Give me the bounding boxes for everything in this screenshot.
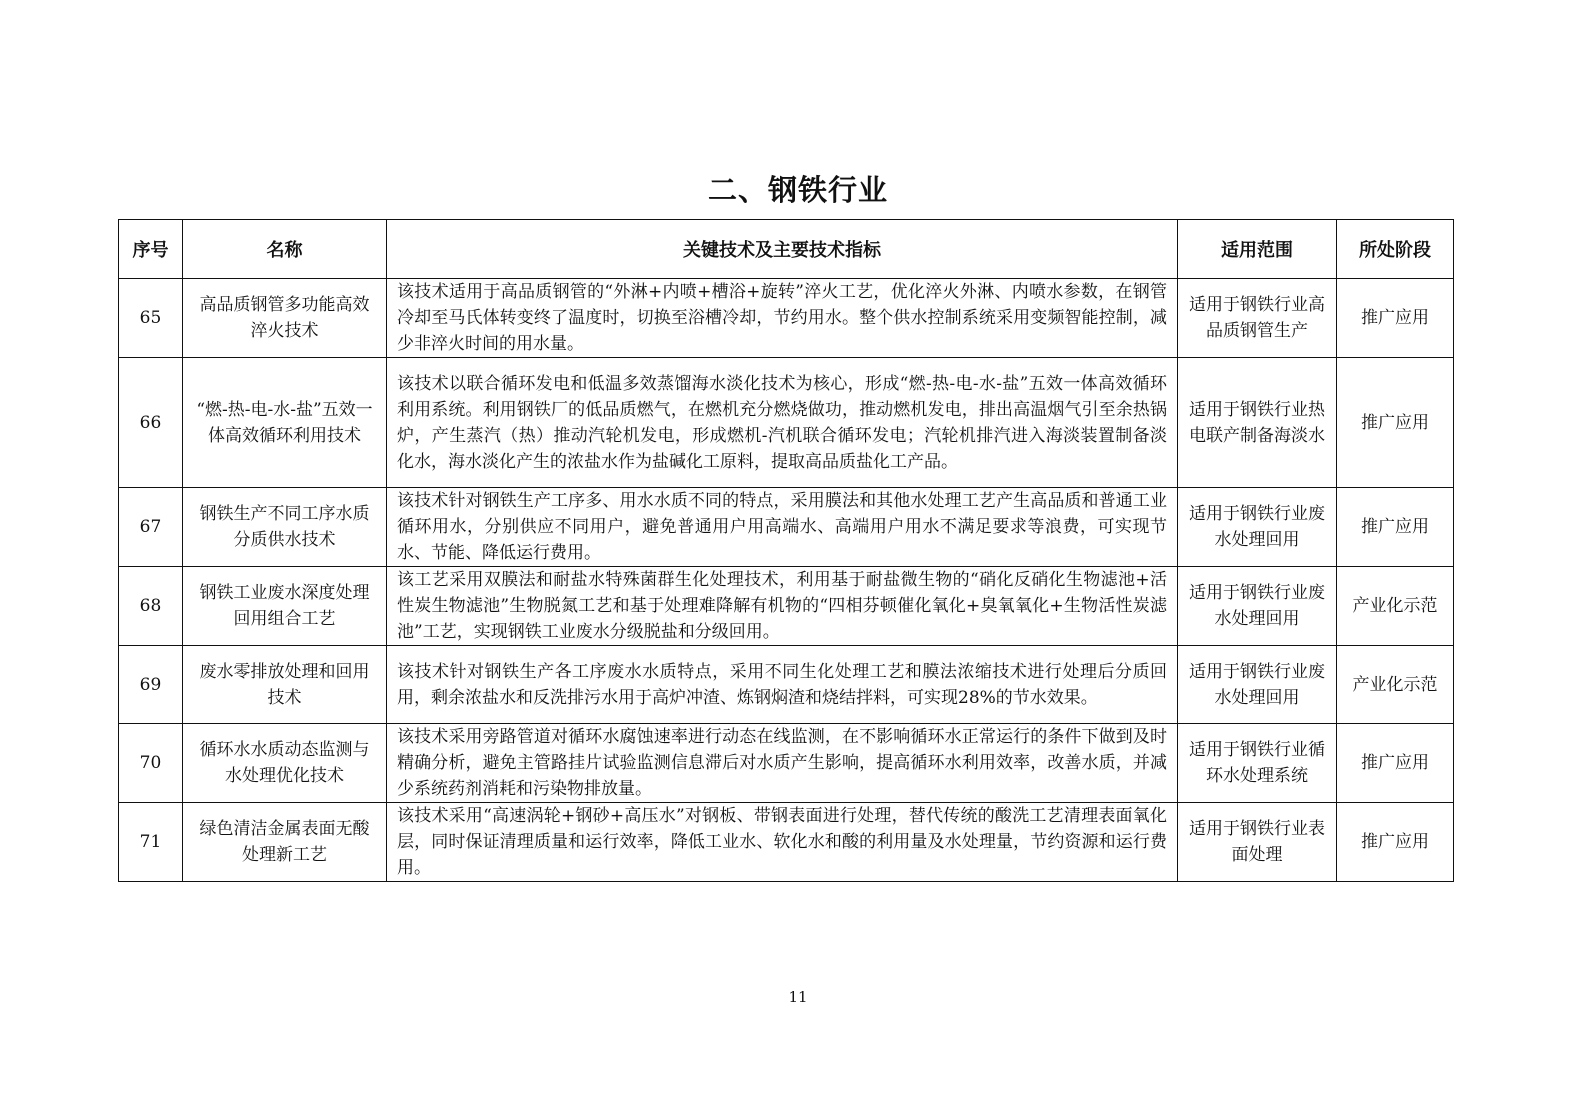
application-scope: 适用于钢铁行业表面处理 bbox=[1178, 803, 1337, 882]
page-number: 11 bbox=[788, 988, 808, 1006]
development-stage: 产业化示范 bbox=[1337, 567, 1454, 646]
technology-description: 该技术以联合循环发电和低温多效蒸馏海水淡化技术为核心，形成“燃-热-电-水-盐”五效一体高效循环利用系统。利用钢铁厂的低品质燃气，在燃机充分燃烧做功，推动燃机发电，排出高温烟气引至余热锅炉，产生蒸汽（热）推动汽轮机发电，形成燃机-汽机联合循环发电；汽轮机排汽进入海淡装置制备淡化水，海水淡化产生的浓盐水作为盐碱化工原料，提取高品质盐化工产品。 bbox=[387, 358, 1178, 488]
page-title: 二、钢铁行业 bbox=[707, 173, 888, 207]
row-number: 71 bbox=[119, 803, 183, 882]
technology-name: 废水零排放处理和回用技术 bbox=[183, 646, 387, 724]
technology-description: 该技术针对钢铁生产工序多、用水水质不同的特点，采用膜法和其他水处理工艺产生高品质和普通工业循环用水，分别供应不同用户，避免普通用户用高端水、高端用户用水不满足要求等浪费，可实现节水、节能、降低运行费用。 bbox=[387, 488, 1178, 567]
table-row bbox=[119, 279, 1454, 358]
table-header-row bbox=[119, 220, 1454, 279]
table-row bbox=[119, 488, 1454, 567]
technology-description: 该技术适用于高品质钢管的“外淋+内喷+槽浴+旋转”淬火工艺，优化淬火外淋、内喷水参数，在钢管冷却至马氏体转变终了温度时，切换至浴槽冷却，节约用水。整个供水控制系统采用变频智能控制，减少非淬火时间的用水量。 bbox=[387, 279, 1178, 358]
application-scope: 适用于钢铁行业废水处理回用 bbox=[1178, 646, 1337, 724]
technology-description: 该技术采用旁路管道对循环水腐蚀速率进行动态在线监测，在不影响循环水正常运行的条件下做到及时精确分析，避免主管路挂片试验监测信息滞后对水质产生影响，提高循环水利用效率，改善水质，并减少系统药剂消耗和污染物排放量。 bbox=[387, 724, 1178, 803]
development-stage: 推广应用 bbox=[1337, 724, 1454, 803]
row-number: 65 bbox=[119, 279, 183, 358]
table-row bbox=[119, 567, 1454, 646]
technology-name: 钢铁生产不同工序水质分质供水技术 bbox=[183, 488, 387, 567]
technology-description: 该工艺采用双膜法和耐盐水特殊菌群生化处理技术，利用基于耐盐微生物的“硝化反硝化生物滤池+活性炭生物滤池”生物脱氮工艺和基于处理难降解有机物的“四相芬顿催化氧化+臭氧氧化+生物活性炭滤池”工艺，实现钢铁工业废水分级脱盐和分级回用。 bbox=[387, 567, 1178, 646]
header-desc: 关键技术及主要技术指标 bbox=[387, 220, 1178, 279]
row-number: 68 bbox=[119, 567, 183, 646]
application-scope: 适用于钢铁行业高品质钢管生产 bbox=[1178, 279, 1337, 358]
development-stage: 推广应用 bbox=[1337, 279, 1454, 358]
row-number: 66 bbox=[119, 358, 183, 488]
technology-name: 绿色清洁金属表面无酸处理新工艺 bbox=[183, 803, 387, 882]
table-row bbox=[119, 803, 1454, 882]
application-scope: 适用于钢铁行业废水处理回用 bbox=[1178, 488, 1337, 567]
application-scope: 适用于钢铁行业循环水处理系统 bbox=[1178, 724, 1337, 803]
row-number: 70 bbox=[119, 724, 183, 803]
table-row bbox=[119, 358, 1454, 488]
technology-name: “燃-热-电-水-盐”五效一体高效循环利用技术 bbox=[183, 358, 387, 488]
row-number: 69 bbox=[119, 646, 183, 724]
development-stage: 产业化示范 bbox=[1337, 646, 1454, 724]
header-name: 名称 bbox=[183, 220, 387, 279]
table-row bbox=[119, 724, 1454, 803]
header-scope: 适用范围 bbox=[1178, 220, 1337, 279]
development-stage: 推广应用 bbox=[1337, 803, 1454, 882]
technology-table bbox=[118, 219, 1454, 882]
header-no: 序号 bbox=[119, 220, 183, 279]
table-row bbox=[119, 646, 1454, 724]
technology-name: 钢铁工业废水深度处理回用组合工艺 bbox=[183, 567, 387, 646]
header-stage: 所处阶段 bbox=[1337, 220, 1454, 279]
application-scope: 适用于钢铁行业废水处理回用 bbox=[1178, 567, 1337, 646]
technology-name: 循环水水质动态监测与水处理优化技术 bbox=[183, 724, 387, 803]
development-stage: 推广应用 bbox=[1337, 488, 1454, 567]
application-scope: 适用于钢铁行业热电联产制备海淡水 bbox=[1178, 358, 1337, 488]
technology-description: 该技术采用“高速涡轮+钢砂+高压水”对钢板、带钢表面进行处理，替代传统的酸洗工艺清理表面氧化层，同时保证清理质量和运行效率，降低工业水、软化水和酸的利用量及水处理量，节约资源和运行费用。 bbox=[387, 803, 1178, 882]
development-stage: 推广应用 bbox=[1337, 358, 1454, 488]
technology-name: 高品质钢管多功能高效淬火技术 bbox=[183, 279, 387, 358]
technology-description: 该技术针对钢铁生产各工序废水水质特点，采用不同生化处理工艺和膜法浓缩技术进行处理后分质回用，剩余浓盐水和反洗排污水用于高炉冲渣、炼钢焖渣和烧结拌料，可实现28%的节水效果。 bbox=[387, 646, 1178, 724]
row-number: 67 bbox=[119, 488, 183, 567]
